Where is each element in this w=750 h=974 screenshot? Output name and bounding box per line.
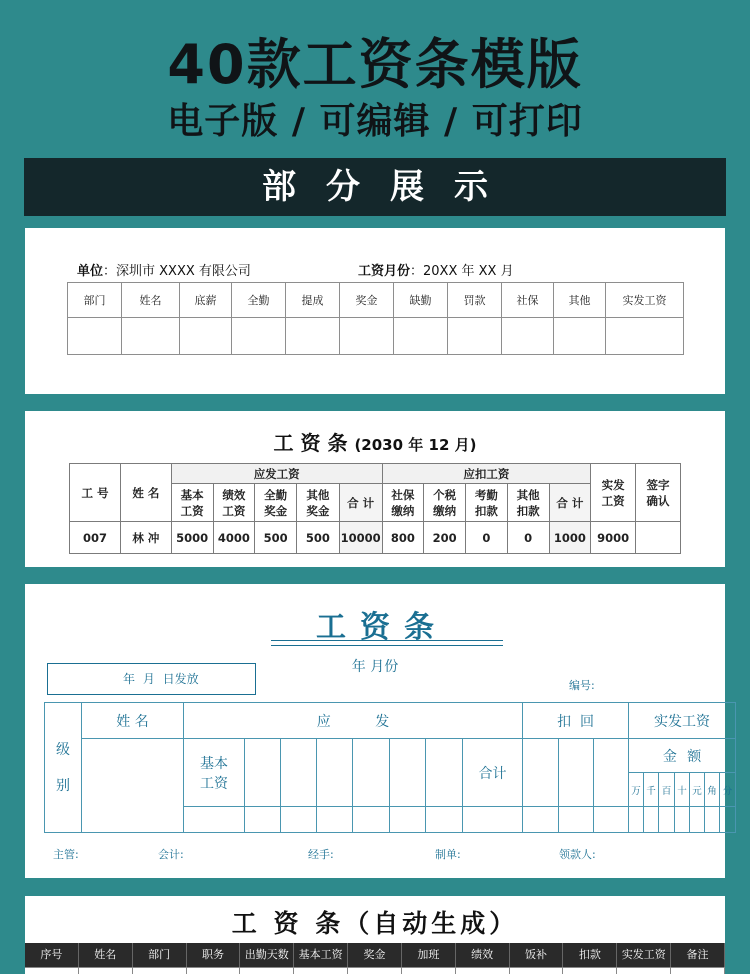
table-cell[interactable]: 0 bbox=[507, 522, 549, 554]
table-cell[interactable] bbox=[281, 807, 317, 833]
header-cell: 实发工资 bbox=[617, 943, 671, 967]
table-cell[interactable]: 0 bbox=[466, 522, 508, 554]
table-cell[interactable] bbox=[636, 522, 681, 554]
table-cell[interactable] bbox=[594, 807, 629, 833]
salary-table-3 bbox=[44, 702, 736, 833]
table-cell[interactable]: 9000 bbox=[591, 522, 636, 554]
header-cell: 加班 bbox=[402, 943, 456, 967]
table-header-row bbox=[25, 943, 725, 967]
number-label: 编号: bbox=[569, 679, 595, 692]
table-cell[interactable]: 500 bbox=[297, 522, 340, 554]
card2-title: 工 资 条 (2030 年 12 月) bbox=[273, 431, 477, 455]
header-deduct: 扣 回 bbox=[523, 703, 629, 739]
table-row bbox=[45, 739, 736, 773]
table-cell[interactable] bbox=[463, 807, 523, 833]
header-cell: 基本工资 bbox=[294, 943, 348, 967]
period-label: 年 月份 bbox=[351, 659, 399, 675]
footer-preparer: 制单: bbox=[435, 848, 461, 861]
table-cell[interactable] bbox=[705, 807, 720, 833]
header-cell: 部门 bbox=[133, 943, 187, 967]
salary-table-1 bbox=[67, 282, 684, 355]
header-cell: 全勤奖金 bbox=[255, 484, 297, 522]
header-cell: 其他扣款 bbox=[507, 484, 549, 522]
header-cell: 合 计 bbox=[339, 484, 382, 522]
header-amount: 金 额 bbox=[629, 739, 736, 773]
header-cell: 考勤扣款 bbox=[466, 484, 508, 522]
header-cell: 部门 bbox=[68, 283, 122, 318]
unit-cell: 角 bbox=[705, 773, 720, 807]
date-box: 年 月 日发放 bbox=[47, 663, 256, 695]
table-cell[interactable] bbox=[690, 807, 705, 833]
header-cell: 实发工资 bbox=[606, 283, 684, 318]
table-cell[interactable] bbox=[523, 807, 559, 833]
table-cell[interactable]: 200 bbox=[424, 522, 466, 554]
table-cell[interactable] bbox=[426, 807, 463, 833]
unit-info: 单位：深圳市 XXXX 有限公司 bbox=[77, 264, 251, 279]
header-deduct-group: 应扣工资 bbox=[382, 464, 591, 484]
page-subtitle: 电子版 / 可编辑 / 可打印 bbox=[167, 101, 583, 142]
table-cell[interactable]: 5000 bbox=[171, 522, 213, 554]
header-cell: 合 计 bbox=[549, 484, 591, 522]
section-banner: 部分展示 bbox=[24, 158, 726, 216]
table-cell[interactable] bbox=[281, 739, 317, 807]
table-cell[interactable] bbox=[340, 318, 394, 355]
header-cell: 备注 bbox=[671, 943, 725, 967]
salary-table-2 bbox=[69, 463, 681, 554]
header-cell: 姓名 bbox=[79, 943, 133, 967]
header-cell: 序号 bbox=[25, 943, 79, 967]
header-name: 姓 名 bbox=[120, 464, 171, 522]
page-title: 40款工资条模版 bbox=[167, 33, 583, 96]
table-cell[interactable] bbox=[675, 807, 690, 833]
table-cell[interactable] bbox=[720, 807, 736, 833]
header-sign: 签字确认 bbox=[636, 464, 681, 522]
header-cell: 出勤天数 bbox=[240, 943, 294, 967]
header-name: 姓 名 bbox=[82, 703, 184, 739]
cell-name[interactable]: 林 冲 bbox=[120, 522, 171, 554]
header-id: 工 号 bbox=[70, 464, 121, 522]
table-cell[interactable] bbox=[559, 739, 594, 807]
template-card-1 bbox=[25, 228, 725, 394]
unit-cell: 万 bbox=[629, 773, 644, 807]
unit-cell: 十 bbox=[675, 773, 690, 807]
header-cell: 绩效 bbox=[456, 943, 510, 967]
table-cell[interactable] bbox=[353, 739, 390, 807]
table-header-row bbox=[70, 464, 681, 484]
table-cell[interactable] bbox=[659, 807, 675, 833]
table-cell[interactable] bbox=[390, 807, 426, 833]
header-cell: 提成 bbox=[286, 283, 340, 318]
table-row bbox=[68, 318, 684, 355]
table-row bbox=[70, 522, 681, 554]
table-cell[interactable] bbox=[502, 318, 554, 355]
template-card-4 bbox=[25, 896, 725, 974]
table-cell[interactable]: 10000 bbox=[339, 522, 382, 554]
table-cell[interactable] bbox=[317, 807, 353, 833]
table-cell[interactable] bbox=[644, 807, 659, 833]
header-cell: 基本工资 bbox=[171, 484, 213, 522]
footer-recipient: 领款人: bbox=[559, 848, 596, 861]
header-pay: 应 发 bbox=[184, 703, 523, 739]
header-cell: 奖金 bbox=[340, 283, 394, 318]
table-cell[interactable] bbox=[559, 807, 594, 833]
header-cell: 其他奖金 bbox=[297, 484, 340, 522]
table-cell[interactable] bbox=[594, 739, 629, 807]
table-cell[interactable] bbox=[394, 318, 448, 355]
unit-cell: 百 bbox=[659, 773, 675, 807]
header-actual: 实发工资 bbox=[629, 703, 736, 739]
header-cell: 饭补 bbox=[510, 943, 564, 967]
header-actual: 实发工资 bbox=[591, 464, 636, 522]
header-cell: 姓名 bbox=[122, 283, 180, 318]
table-cell[interactable]: 1000 bbox=[549, 522, 591, 554]
table-row bbox=[25, 967, 725, 974]
table-cell[interactable] bbox=[82, 739, 184, 833]
card4-title: 工 资 条（自动生成） bbox=[231, 909, 519, 938]
table-cell[interactable] bbox=[523, 739, 559, 807]
table-cell[interactable] bbox=[426, 739, 463, 807]
table-cell[interactable]: 4000 bbox=[213, 522, 255, 554]
header-cell: 扣款 bbox=[563, 943, 617, 967]
table-cell[interactable]: 800 bbox=[382, 522, 424, 554]
header-cell: 底薪 bbox=[180, 283, 232, 318]
table-cell[interactable] bbox=[68, 318, 122, 355]
unit-cell: 千 bbox=[644, 773, 659, 807]
header-cell: 绩效工资 bbox=[213, 484, 255, 522]
table-cell[interactable]: 500 bbox=[255, 522, 297, 554]
header-subtotal: 合计 bbox=[463, 739, 523, 807]
unit-cell: 元 bbox=[690, 773, 705, 807]
table-cell[interactable] bbox=[554, 318, 606, 355]
footer-supervisor: 主管: bbox=[53, 848, 79, 861]
table-cell[interactable] bbox=[245, 807, 281, 833]
table-cell[interactable] bbox=[629, 807, 644, 833]
header-base: 基本工资 bbox=[184, 739, 245, 807]
table-cell[interactable] bbox=[232, 318, 286, 355]
table-header-row bbox=[45, 703, 736, 739]
table-cell[interactable] bbox=[353, 807, 390, 833]
table-cell[interactable] bbox=[184, 807, 245, 833]
template-card-3 bbox=[25, 584, 733, 878]
header-cell: 全勤 bbox=[232, 283, 286, 318]
table-cell[interactable] bbox=[180, 318, 232, 355]
table-cell[interactable] bbox=[317, 739, 353, 807]
table-header-row bbox=[68, 283, 684, 318]
header-cell: 奖金 bbox=[348, 943, 402, 967]
card3-title: 工资条 bbox=[316, 610, 448, 645]
header-pay-group: 应发工资 bbox=[171, 464, 382, 484]
header-cell: 职务 bbox=[187, 943, 241, 967]
header-cell: 缺勤 bbox=[394, 283, 448, 318]
template-card-2 bbox=[25, 411, 725, 567]
table-cell[interactable] bbox=[245, 739, 281, 807]
unit-cell: 分 bbox=[720, 773, 736, 807]
footer-handler: 经手: bbox=[308, 848, 334, 861]
table-cell[interactable] bbox=[286, 318, 340, 355]
title-underline bbox=[271, 645, 503, 646]
table-cell[interactable] bbox=[390, 739, 426, 807]
header-level: 级别 bbox=[45, 703, 82, 833]
table-cell[interactable] bbox=[606, 318, 684, 355]
header-cell: 社保缴纳 bbox=[382, 484, 424, 522]
month-info: 工资月份：20XX 年 XX 月 bbox=[358, 264, 514, 279]
table-cell[interactable] bbox=[448, 318, 502, 355]
footer-accountant: 会计: bbox=[158, 848, 184, 861]
header-cell: 罚款 bbox=[448, 283, 502, 318]
header-cell: 个税缴纳 bbox=[424, 484, 466, 522]
title-underline bbox=[271, 640, 503, 641]
header-cell: 其他 bbox=[554, 283, 606, 318]
table-cell[interactable] bbox=[122, 318, 180, 355]
cell-id[interactable]: 007 bbox=[70, 522, 121, 554]
header-cell: 社保 bbox=[502, 283, 554, 318]
